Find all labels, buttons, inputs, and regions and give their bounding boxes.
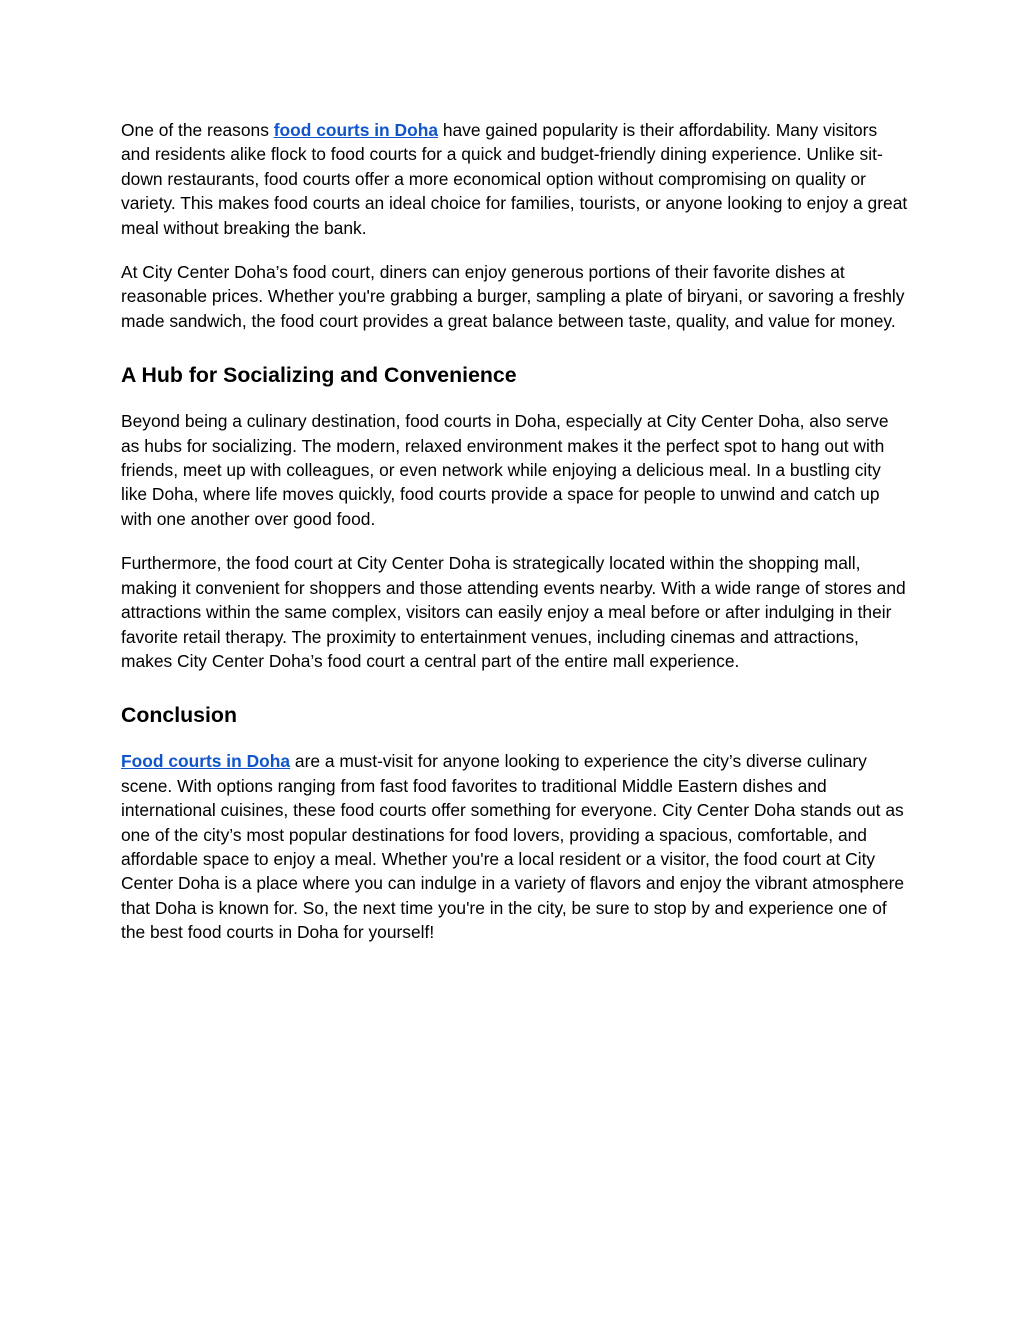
conclusion-text-after-link: are a must-visit for anyone looking to experience the city’s diverse culinary scene. With options ranging from fast food favorites to traditional Middle Eastern dishes and international cuisines, these food courts offer something for everyone. City Center Doha stands out as one of the city’s most popular destinations for food lovers, providing a spacious, comfortable, and affordable space to enjoy a meal. Whether you're a local resident or a visitor, the food court at City Center Doha is a place where you can indulge in a variety of flavors and enjoy the vibrant atmosphere that Doha is known for. So, the next time you're in the city, be sure to stop by and experience one of the best food courts in Doha for yourself! bbox=[121, 751, 905, 943]
conclusion-paragraph bbox=[121, 749, 911, 944]
document-page bbox=[121, 118, 911, 965]
socializing-paragraph: Beyond being a culinary destination, food courts in Doha, especially at City Center Doha, also serve as hubs for socializing. The modern, relaxed environment makes it the perfect spot to hang out with friends, meet up with colleagues, or even network while enjoying a delicious meal. In a bustling city like Doha, where life moves quickly, food courts provide a space for people to unwind and catch up with one another over good food. bbox=[121, 411, 889, 529]
city-center-pricing-paragraph: At City Center Doha’s food court, diners can enjoy generous portions of their favorite dishes at reasonable prices. Whether you're grabbing a burger, sampling a plate of biryani, or savoring a freshly made sandwich, the food court provides a great balance between taste, quality, and value for money. bbox=[121, 262, 905, 331]
food-courts-link-conclusion[interactable]: Food courts in Doha bbox=[121, 751, 291, 772]
conclusion-heading: Conclusion bbox=[121, 703, 237, 728]
socializing-heading: A Hub for Socializing and Convenience bbox=[121, 363, 517, 388]
affordability-paragraph bbox=[121, 118, 911, 240]
paragraph-text-before-link: One of the reasons bbox=[121, 120, 274, 140]
paragraph-text-after-link: have gained popularity is their affordability. Many visitors and residents alike flock to food courts for a quick and budget-friendly dining experience. Unlike sit-down restaurants, food courts offer a more economical option without compromising on quality or variety. This makes food courts an ideal choice for families, tourists, or anyone looking to enjoy a great meal without breaking the bank. bbox=[121, 120, 908, 238]
convenience-paragraph: Furthermore, the food court at City Center Doha is strategically located within the shopping mall, making it convenient for shoppers and those attending events nearby. With a wide range of stores and attractions within the same complex, visitors can easily enjoy a meal before or after indulging in their favorite retail therapy. The proximity to entertainment venues, including cinemas and attractions, makes City Center Doha’s food court a central part of the entire mall experience. bbox=[121, 553, 906, 671]
food-courts-link[interactable]: food courts in Doha bbox=[273, 120, 438, 140]
